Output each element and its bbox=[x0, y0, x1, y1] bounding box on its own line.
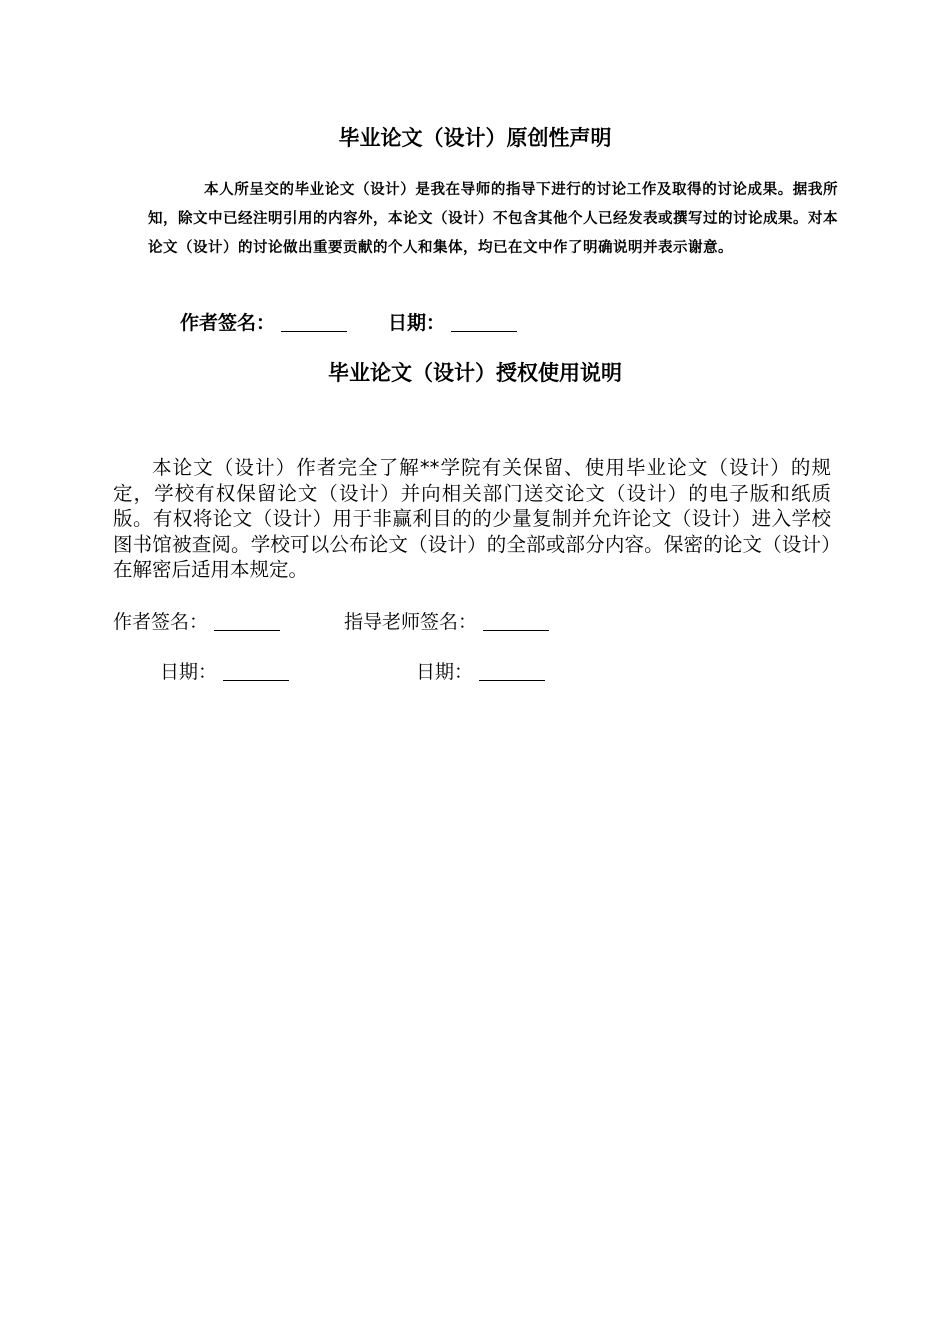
originality-body: 本人所呈交的毕业论文（设计）是我在导师的指导下进行的讨论工作及取得的讨论成果。据我所知，除文中已经注明引用的内容外，本论文（设计）不包含其他个人已经发表或撰写过的讨论成果。对本论文（设计）的讨论做出重要贡献的个人和集体，均已在文中作了明确说明并表示谢意。 bbox=[148, 182, 838, 256]
authorization-title: 毕业论文（设计）授权使用说明 bbox=[328, 361, 622, 385]
author-sign-blank[interactable] bbox=[281, 331, 347, 332]
date-label: 日期： bbox=[388, 312, 446, 334]
authorization-advisor-row bbox=[344, 607, 549, 634]
author-sign-label: 作者签名： bbox=[113, 611, 209, 633]
advisor-sign-blank[interactable] bbox=[483, 630, 549, 631]
originality-signature-row bbox=[180, 308, 347, 335]
authorization-author-date-row bbox=[160, 657, 289, 684]
authorization-advisor-date-row bbox=[416, 657, 545, 684]
author-sign-blank[interactable] bbox=[214, 630, 280, 631]
date-blank[interactable] bbox=[451, 331, 517, 332]
advisor-date-label: 日期： bbox=[416, 661, 474, 683]
author-date-label: 日期： bbox=[160, 661, 218, 683]
advisor-sign-label: 指导老师签名： bbox=[344, 611, 478, 633]
originality-date-row bbox=[388, 308, 517, 335]
authorization-body: 本论文（设计）作者完全了解**学院有关保留、使用毕业论文（设计）的规定，学校有权保留论文（设计）并向相关部门送交论文（设计）的电子版和纸质版。有权将论文（设计）用于非赢利目的的少量复制并允许论文（设计）进入学校图书馆被查阅。学校可以公布论文（设计）的全部或部分内容。保密的论文（设计）在解密后适用本规定。 bbox=[113, 456, 831, 581]
originality-title: 毕业论文（设计）原创性声明 bbox=[338, 126, 612, 150]
author-sign-label: 作者签名： bbox=[180, 312, 276, 334]
authorization-author-row bbox=[113, 607, 280, 634]
advisor-date-blank[interactable] bbox=[479, 680, 545, 681]
author-date-blank[interactable] bbox=[223, 680, 289, 681]
